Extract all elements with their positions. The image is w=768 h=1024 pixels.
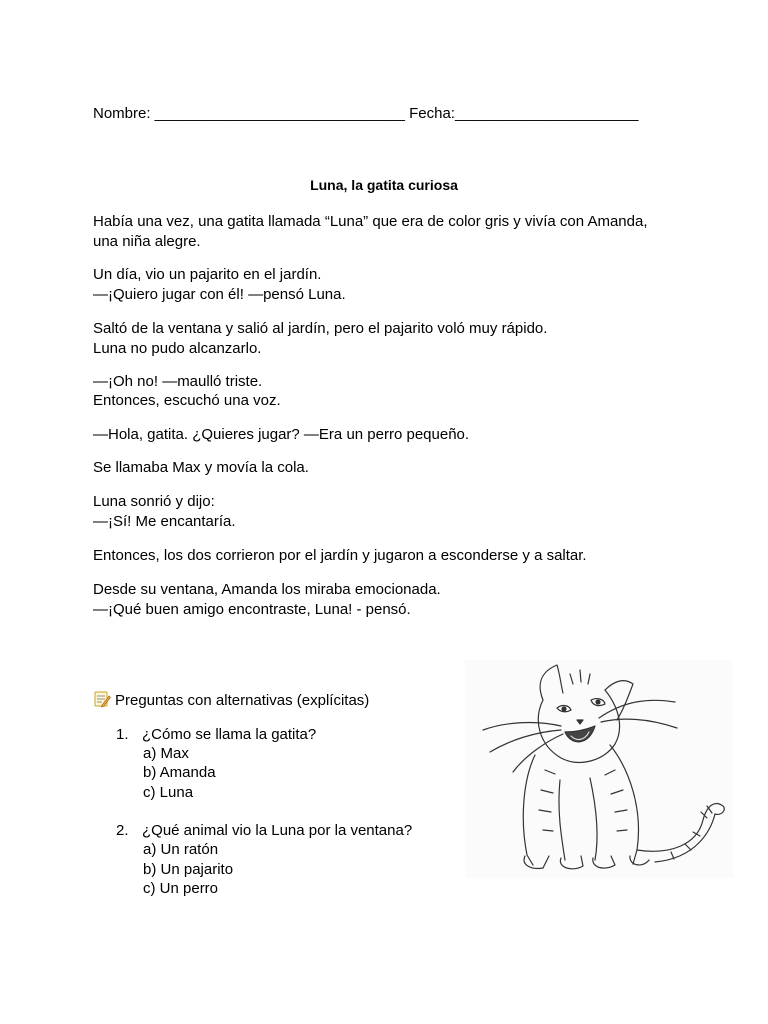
answer-option: b) Amanda [143,764,216,781]
answer-option: a) Un ratón [143,841,219,858]
questions-heading-text: Preguntas con alternativas (explícitas) [115,692,370,709]
story-line: Entonces, los dos corrieron por el jardín y jugaron a esconderse y a saltar. [93,547,587,564]
question-number: 1. [116,726,129,743]
story-line: Se llamaba Max y movía la cola. [93,459,309,476]
story-line: Luna no pudo alcanzarlo. [93,340,262,357]
story-line: —Hola, gatita. ¿Quieres jugar? —Era un perro pequeño. [93,426,470,443]
answer-option: c) Un perro [143,880,219,897]
story-line: —¡Quiero jugar con él! —pensó Luna. [93,286,346,303]
memo-icon [93,690,111,713]
kitten-illustration [465,660,733,878]
answer-option: b) Un pajarito [143,861,234,878]
story-line: Entonces, escuchó una voz. [93,392,281,409]
story-line: Desde su ventana, Amanda los miraba emocionada. [93,581,441,598]
question-number: 2. [116,822,129,839]
story-line: Luna sonrió y dijo: [93,493,215,510]
story-line: —¡Sí! Me encantaría. [93,513,236,530]
answer-option: c) Luna [143,784,194,801]
story-line: Un día, vio un pajarito en el jardín. [93,266,322,283]
story-line: Había una vez, una gatita llamada “Luna” que era de color gris y vivía con Amanda, [93,213,648,230]
question-text: ¿Qué animal vio la Luna por la ventana? [142,822,413,839]
answer-option: a) Max [143,745,189,762]
questions-heading [93,690,369,713]
story-line: —¡Qué buen amigo encontraste, Luna! - pensó. [93,601,411,618]
story-line: —¡Oh no! —maulló triste. [93,373,263,390]
question-text: ¿Cómo se llama la gatita? [142,726,317,743]
story-line: Saltó de la ventana y salió al jardín, pero el pajarito voló muy rápido. [93,320,548,337]
story-line: una niña alegre. [93,233,201,250]
story-title: Luna, la gatita curiosa [310,177,458,193]
name-date-line: Nombre: ______________________________ Fecha:______________________ [93,105,639,122]
